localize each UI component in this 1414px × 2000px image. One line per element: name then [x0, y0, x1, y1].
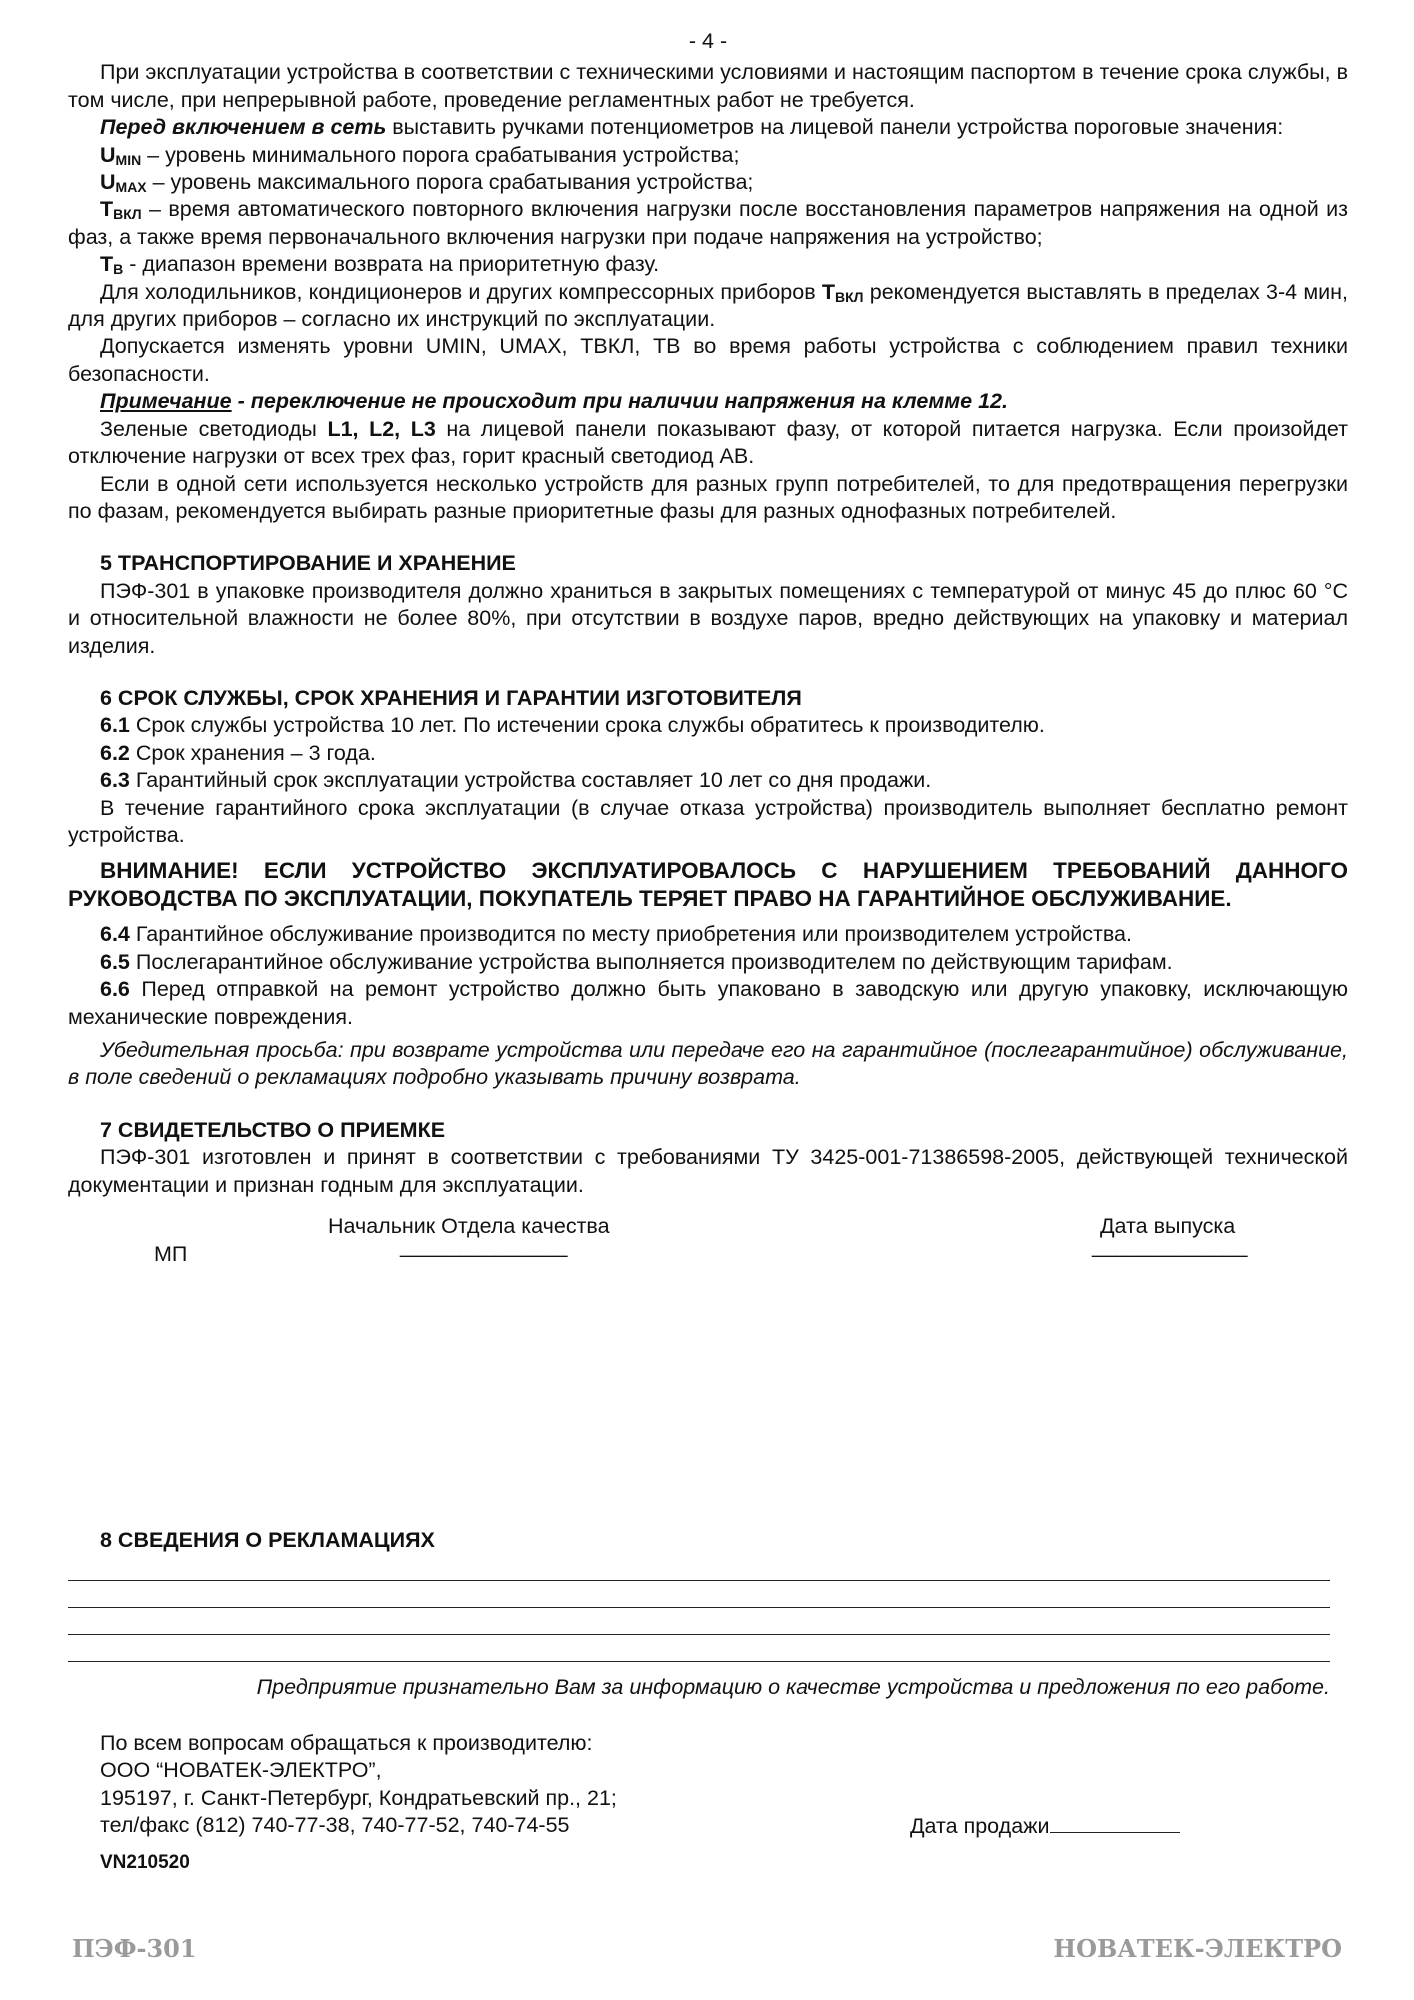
before-power-lead: Перед включением в сеть	[100, 115, 387, 140]
item-6-6-text: Перед отправкой на ремонт устройство должно быть упаковано в заводскую или другую упаковку, исключающую механические повреждения.	[68, 977, 1348, 1029]
item-6-2	[68, 740, 1348, 767]
item-6-3-num: 6.3	[100, 768, 130, 793]
umax-item	[68, 169, 1348, 196]
document-code: VN210520	[100, 1852, 190, 1874]
section-8-title: 8 СВЕДЕНИЯ О РЕКЛАМАЦИЯХ	[100, 1528, 435, 1553]
company-address: 195197, г. Санкт-Петербург, Кондратьевский пр., 21;	[100, 1785, 617, 1810]
section-7-text: ПЭФ-301 изготовлен и принят в соответствии с требованиями ТУ 3425-001-71386598-2005, действующей технической документации и признан годным для эксплуатации.	[68, 1145, 1348, 1197]
section-6-title: 6 СРОК СЛУЖБЫ, СРОК ХРАНЕНИЯ И ГАРАНТИИ ИЗГОТОВИТЕЛЯ	[100, 685, 802, 710]
document-page	[68, 28, 1348, 1877]
umin-text: – уровень минимального порога срабатывания устройства;	[141, 142, 740, 167]
item-6-1	[68, 712, 1348, 739]
led-text-c: на лицевой панели показывают фазу, от которой питается нагрузка. Если произойдет отключение нагрузки от всех трех фаз, горит красный светодиод АВ.	[68, 416, 1349, 469]
claims-line[interactable]	[68, 1635, 1330, 1662]
claims-line[interactable]	[68, 1608, 1330, 1635]
warranty-warning: ВНИМАНИЕ! ЕСЛИ УСТРОЙСТВО ЭКСПЛУАТИРОВАЛОСЬ С НАРУШЕНИЕМ ТРЕБОВАНИЙ ДАННОГО РУКОВОДСТВА ПО ЭКСПЛУАТАЦИИ, ПОКУПАТЕЛЬ ТЕРЯЕТ ПРАВО НА ГАРАНТИЙНОЕ ОБСЛУЖИВАНИЕ.	[68, 858, 1348, 912]
claims-line[interactable]	[68, 1581, 1330, 1608]
item-6-1-num: 6.1	[100, 713, 130, 738]
led-text-a: Зеленые светодиоды	[100, 416, 328, 441]
item-6-5	[68, 949, 1348, 976]
item-6-5-text: Послегарантийное обслуживание устройства выполняется производителем по действующим тарифам.	[129, 949, 1173, 974]
release-date-label: Дата выпуска	[1100, 1214, 1236, 1239]
section-7-title: 7 СВИДЕТЕЛЬСТВО О ПРИЕМКЕ	[100, 1117, 446, 1142]
item-6-4-text: Гарантийное обслуживание производится по месту приобретения или производителем устройства.	[129, 922, 1132, 947]
sale-date	[910, 1812, 1180, 1840]
stamp-place-label: МП	[154, 1242, 188, 1267]
phone-row	[100, 1812, 1348, 1839]
umax-label: U	[100, 170, 116, 195]
network-paragraph: Если в одной сети используется несколько устройств для разных групп потребителей, то для предотвращения перегрузки по фазам, рекомендуется выбирать разные приоритетные фазы для разных однофазных потребителей.	[68, 471, 1348, 523]
fridge-label: Т	[821, 279, 836, 304]
umin-sub: MIN	[115, 151, 142, 168]
tv-label: Т	[100, 252, 114, 277]
note-paragraph	[68, 388, 1348, 415]
tv-sub: В	[113, 261, 124, 278]
tvkl-sub: ВКЛ	[113, 206, 142, 223]
claims-lines	[68, 1554, 1348, 1662]
umin-label: U	[100, 142, 116, 167]
sale-date-line[interactable]	[1050, 1812, 1180, 1833]
release-date-line[interactable]: _____________	[1092, 1234, 1248, 1259]
led-paragraph	[68, 416, 1348, 471]
company-phone: тел/факс (812) 740-77-38, 740-77-52, 740-74-55	[100, 1813, 570, 1838]
tvkl-text: – время автоматического повторного включения нагрузки после восстановления параметров напряжения на одной из фаз, а также время первоначального включения нагрузки при подаче напряжения на устройство;	[68, 197, 1348, 249]
umax-text: – уровень максимального порога срабатывания устройства;	[146, 170, 754, 195]
adjust-paragraph: Допускается изменять уровни UMIN, UMAX, ТВКЛ, ТВ во время работы устройства с соблюдением правил техники безопасности.	[68, 334, 1348, 386]
thanks-note: Предприятие признательно Вам за информацию о качестве устройства и предложения по его работе.	[256, 1675, 1330, 1700]
tv-item	[68, 251, 1348, 278]
footer-company-name: НОВАТЕК-ЭЛЕКТРО	[1053, 1934, 1342, 1963]
led-names: L1, L2, L3	[327, 416, 436, 441]
tv-text: - диапазон времени возврата на приоритетную фазу.	[123, 252, 660, 277]
fridge-text-b: рекомендуется выставлять в пределах 3-4 мин, для других приборов – согласно их инструкций по эксплуатации.	[68, 279, 1348, 332]
contacts-block	[68, 1730, 1348, 1877]
item-6-4	[68, 921, 1348, 948]
item-6-1-text: Срок службы устройства 10 лет. По истечении срока службы обратитесь к производителю.	[129, 713, 1045, 738]
company-name: ООО “НОВАТЕК-ЭЛЕКТРО”,	[100, 1758, 382, 1783]
section-5-text: ПЭФ-301 в упаковке производителя должно храниться в закрытых помещениях с температурой от минус 45 до плюс 60 °С и относительной влажности не более 80%, при отсутствии в воздухе паров, вредно действующих на упаковку и материал изделия.	[68, 578, 1348, 658]
qc-signature-line[interactable]: ______________	[400, 1234, 568, 1259]
item-6-2-num: 6.2	[100, 740, 130, 765]
section-5-title: 5 ТРАНСПОРТИРОВАНИЕ И ХРАНЕНИЕ	[100, 551, 516, 576]
footer-product-name: ПЭФ-301	[72, 1934, 197, 1963]
umax-sub: MAX	[115, 179, 147, 196]
claims-line[interactable]	[68, 1554, 1330, 1581]
fridge-sub: ВКЛ	[835, 288, 864, 305]
free-repair-paragraph: В течение гарантийного срока эксплуатации (в случае отказа устройства) производитель выполняет бесплатно ремонт устройства.	[68, 795, 1348, 847]
fridge-paragraph	[68, 279, 1348, 334]
return-request: Убедительная просьба: при возврате устройства или передаче его на гарантийное (послегарантийное) обслуживание, в поле сведений о рекламациях подробно указывать причину возврата.	[68, 1038, 1348, 1090]
fridge-text-a: Для холодильников, кондиционеров и других компрессорных приборов	[100, 279, 822, 304]
item-6-6-num: 6.6	[100, 977, 130, 1002]
umin-item	[68, 142, 1348, 169]
item-6-5-num: 6.5	[100, 949, 130, 974]
note-label: Примечание	[100, 389, 232, 414]
tvkl-label: Т	[100, 197, 114, 222]
before-power-text: выставить ручками потенциометров на лицевой панели устройства пороговые значения:	[386, 115, 1284, 140]
item-6-3	[68, 767, 1348, 794]
qc-head-label: Начальник Отдела качества	[328, 1214, 610, 1239]
item-6-2-text: Срок хранения – 3 года.	[129, 740, 376, 765]
acceptance-signatures	[68, 1213, 1348, 1279]
contacts-intro: По всем вопросам обращаться к производителю:	[100, 1730, 593, 1755]
intro-paragraph: При эксплуатации устройства в соответствии с техническими условиями и настоящим паспортом в течение срока службы, в том числе, при непрерывной работе, проведение регламентных работ не требуется.	[68, 60, 1348, 112]
item-6-3-text: Гарантийный срок эксплуатации устройства составляет 10 лет со дня продажи.	[129, 768, 932, 793]
item-6-4-num: 6.4	[100, 922, 130, 947]
page-number: - 4 -	[688, 29, 728, 53]
note-text: - переключение не происходит при наличии напряжения на клемме 12.	[231, 389, 1008, 414]
sale-date-label: Дата продажи	[910, 1814, 1050, 1839]
tvkl-item	[68, 196, 1348, 251]
item-6-6	[68, 976, 1348, 1031]
before-power-paragraph	[68, 114, 1348, 141]
